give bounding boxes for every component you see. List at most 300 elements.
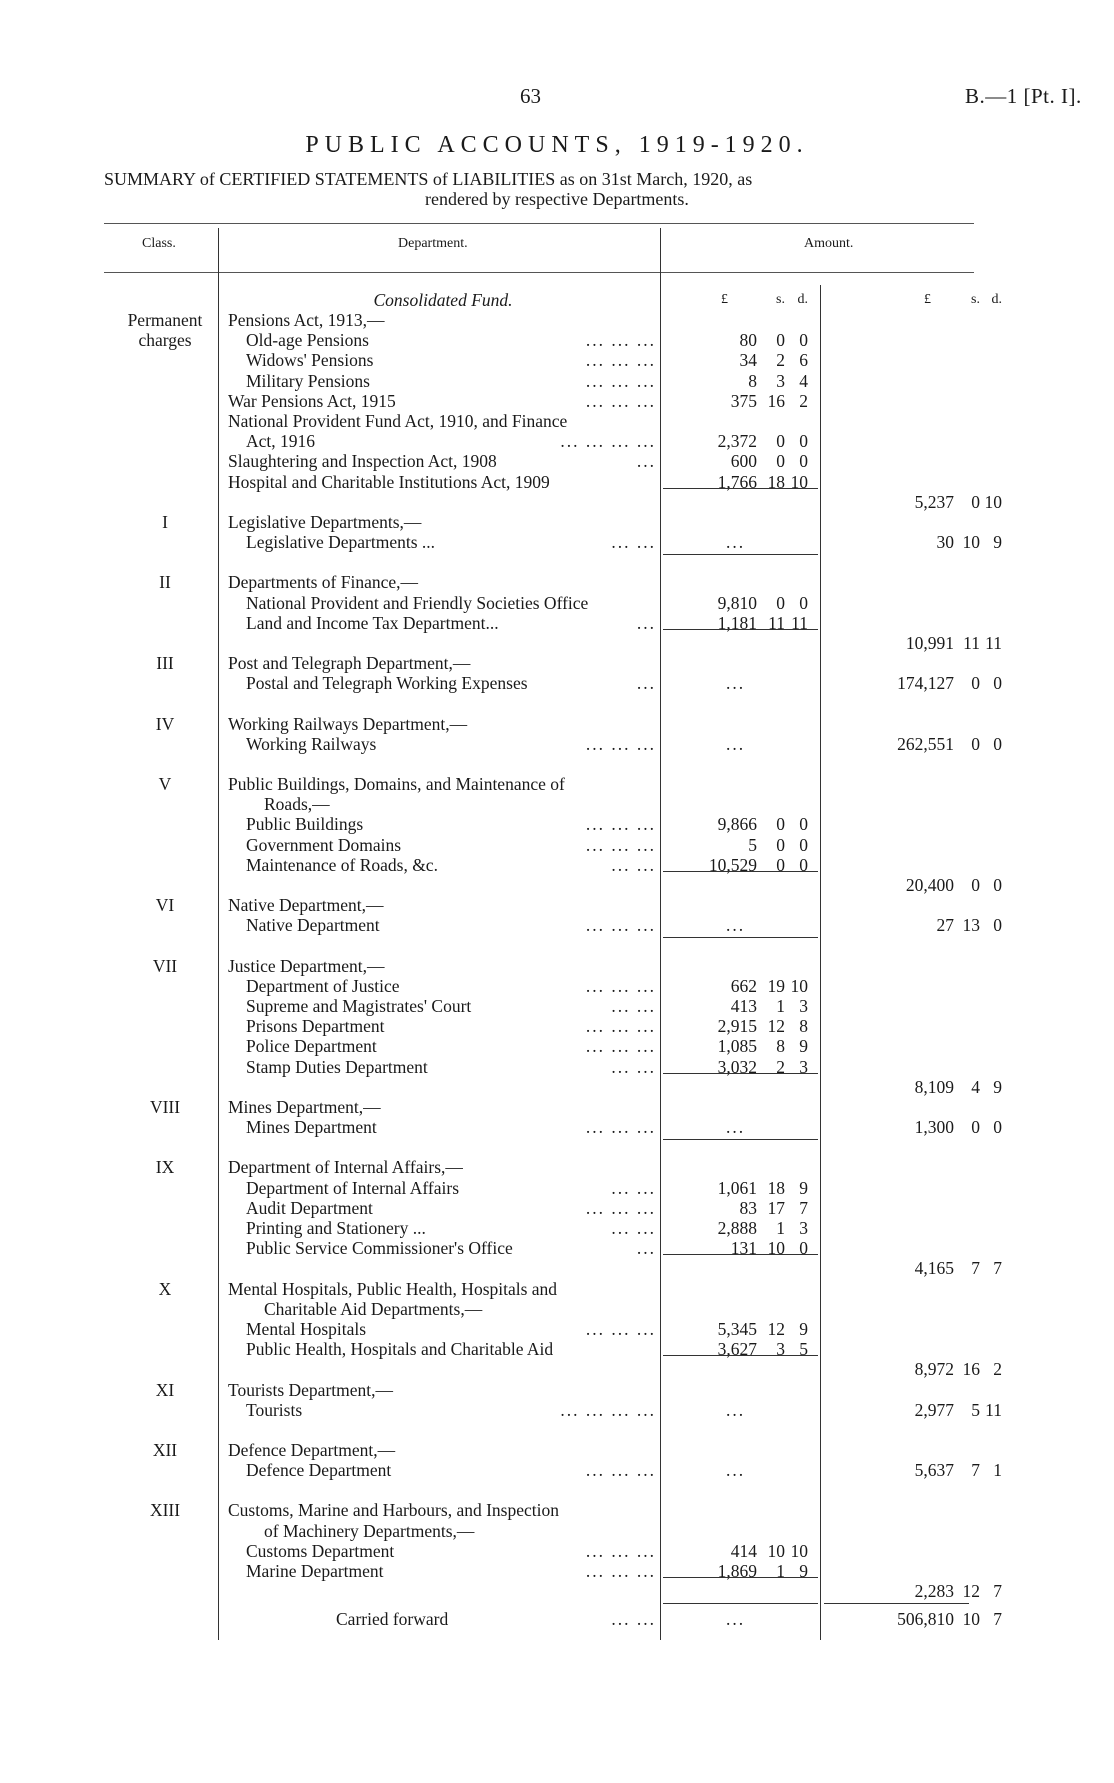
subtotal-rule [663, 1603, 818, 1604]
leader-dots: ... ... [611, 1056, 656, 1077]
table-row [0, 613, 1114, 633]
item-pounds: 1,181 [717, 612, 757, 633]
item-shillings: 12 [767, 1319, 785, 1339]
item-pounds: 1,869 [717, 1561, 757, 1581]
page-number: 63 [520, 84, 541, 108]
item-pence: 9 [799, 1036, 808, 1057]
department-label: Public Health, Hospitals and Charitable Aid [246, 1339, 554, 1360]
item-pence: 0 [799, 1238, 808, 1259]
class-label: VII [152, 955, 178, 976]
class-label: X [158, 1278, 172, 1299]
department-label: Native Department [246, 915, 380, 936]
carried-forward-pence: 7 [993, 1609, 1002, 1630]
leader-dots: ... ... [611, 1218, 656, 1238]
table-row [0, 431, 1114, 451]
carried-forward-label: Carried forward [336, 1609, 449, 1630]
table-row [0, 1359, 1114, 1379]
carried-forward-shillings: 10 [962, 1609, 980, 1630]
empty-amount: ... [726, 1460, 746, 1481]
item-shillings: 16 [767, 390, 785, 411]
item-shillings: 10 [767, 1238, 785, 1259]
total-pounds: 30 [936, 532, 954, 553]
item-pounds: 131 [730, 1238, 757, 1259]
column-header-class: Class. [142, 236, 176, 251]
item-pence: 2 [799, 390, 808, 411]
item-pence: 3 [799, 1056, 808, 1077]
total-pence: 0 [993, 1117, 1002, 1138]
subtotal-rule [663, 1254, 818, 1255]
total-shillings: 11 [963, 633, 980, 653]
leader-dots: ... ... [611, 996, 656, 1016]
leader-dots: ... ... ... [585, 1460, 656, 1481]
department-label: Customs Department [246, 1540, 395, 1561]
item-shillings: 0 [776, 451, 785, 472]
item-pounds: 413 [730, 996, 757, 1016]
class-label: I [162, 512, 168, 532]
item-pounds: 3,627 [717, 1339, 757, 1360]
document-reference: B.—1 [Pt. I]. [965, 84, 1082, 108]
item-pence: 4 [799, 370, 808, 391]
total-pounds: 10,991 [905, 633, 954, 653]
department-label: Tourists Department,— [228, 1379, 393, 1400]
table-row [0, 512, 1114, 532]
leader-dots: ... ... ... [585, 834, 656, 855]
unit-pounds: £ [721, 292, 728, 307]
item-pence: 0 [799, 431, 808, 452]
item-pence: 10 [790, 471, 808, 492]
table-row [0, 855, 1114, 875]
table-row [0, 996, 1114, 1016]
total-shillings: 4 [971, 1076, 980, 1097]
subtitle-line-1: SUMMARY of CERTIFIED STATEMENTS of LIABILITIES as on 31st March, 1920, as [104, 169, 753, 189]
department-label: Slaughtering and Inspection Act, 1908 [228, 451, 497, 472]
total-pounds: 2,283 [914, 1581, 954, 1602]
table-row [0, 411, 1114, 431]
item-pounds: 5 [748, 834, 757, 855]
item-pence: 10 [790, 975, 808, 996]
department-label: Printing and Stationery ... [246, 1218, 426, 1238]
department-label: Military Pensions [246, 370, 370, 391]
item-pence: 3 [799, 1218, 808, 1238]
item-pence: 7 [799, 1197, 808, 1218]
table-row [0, 1521, 1114, 1541]
table-row [0, 976, 1114, 996]
table-row [0, 1218, 1114, 1238]
department-label: Pensions Act, 1913,— [228, 310, 385, 330]
item-pence: 9 [799, 1177, 808, 1198]
item-shillings: 10 [767, 1540, 785, 1561]
item-pence: 0 [799, 451, 808, 472]
department-label: Tourists [246, 1399, 303, 1420]
total-pence: 7 [993, 1581, 1002, 1602]
department-label: Mental Hospitals [246, 1319, 367, 1339]
department-label: Working Railways [246, 733, 377, 754]
total-pence: 7 [993, 1258, 1002, 1279]
subtotal-rule [663, 554, 818, 555]
table-row [0, 1460, 1114, 1480]
department-label: Legislative Departments,— [228, 512, 422, 532]
department-label: Audit Department [246, 1197, 373, 1218]
department-label: Prisons Department [246, 1016, 385, 1037]
department-label: Charitable Aid Departments,— [264, 1298, 483, 1319]
item-shillings: 0 [776, 834, 785, 855]
department-label: Act, 1916 [246, 431, 316, 452]
empty-amount: ... [726, 532, 746, 553]
fund-heading: Consolidated Fund. [373, 290, 513, 310]
total-pence: 1 [993, 1460, 1002, 1481]
total-pounds: 5,637 [914, 1460, 954, 1481]
table-row [0, 1198, 1114, 1218]
table-row [0, 492, 1114, 512]
total-pounds: 20,400 [905, 875, 954, 895]
department-label: Stamp Duties Department [246, 1056, 428, 1077]
leader-dots: ... ... ... [585, 814, 656, 835]
total-shillings: 12 [962, 1581, 980, 1602]
total-pence: 0 [993, 733, 1002, 754]
table-row [0, 895, 1114, 915]
item-pence: 0 [799, 834, 808, 855]
table-row [0, 1057, 1114, 1077]
item-shillings: 18 [767, 1177, 785, 1198]
item-shillings: 3 [776, 370, 785, 391]
leader-dots: ... ... ... [585, 1561, 656, 1581]
table-row [0, 633, 1114, 653]
table-row [0, 1299, 1114, 1319]
item-pounds: 10,529 [708, 854, 757, 875]
department-label: Native Department,— [228, 895, 384, 916]
department-label: Mines Department,— [228, 1097, 381, 1117]
total-shillings: 7 [971, 1460, 980, 1481]
total-pounds: 5,237 [914, 491, 954, 512]
department-label: Defence Department [246, 1460, 392, 1481]
leader-dots: ... ... ... [585, 350, 656, 371]
item-pounds: 9,866 [717, 814, 757, 835]
subtotal-rule [663, 1139, 818, 1140]
leader-dots: ... ... ... [585, 915, 656, 936]
table-row [0, 673, 1114, 693]
class-label: II [159, 572, 171, 593]
table-row [0, 734, 1114, 754]
table-row [0, 350, 1114, 370]
empty-amount: ... [726, 1609, 746, 1630]
table-row [0, 774, 1114, 794]
leader-dots: ... [636, 612, 656, 633]
total-pounds: 4,165 [914, 1258, 954, 1279]
subtotal-rule [663, 937, 818, 938]
class-label: VIII [149, 1097, 181, 1117]
leader-dots: ... ... ... [585, 1540, 656, 1561]
item-pounds: 414 [730, 1540, 757, 1561]
subtitle-line-2: rendered by respective Departments. [425, 189, 689, 209]
department-label: Postal and Telegraph Working Expenses [246, 673, 528, 694]
leader-dots: ... ... [611, 854, 656, 875]
total-pence: 9 [993, 1076, 1002, 1097]
item-pounds: 2,372 [717, 431, 757, 452]
table-row [0, 1319, 1114, 1339]
leader-dots: ... [636, 673, 656, 694]
leader-dots: ... ... ... [585, 330, 656, 351]
item-pounds: 662 [730, 975, 757, 996]
leader-dots: ... ... ... [585, 370, 656, 391]
header-bottom-rule [104, 272, 974, 273]
table-row [0, 1561, 1114, 1581]
table-row [0, 1279, 1114, 1299]
department-label: Marine Department [246, 1561, 384, 1581]
total-shillings: 10 [962, 532, 980, 553]
department-label: Land and Income Tax Department... [246, 612, 499, 633]
department-label: Hospital and Charitable Institutions Act, 1909 [228, 471, 550, 492]
item-shillings: 2 [776, 350, 785, 371]
table-row [0, 1238, 1114, 1258]
subtotal-rule [663, 629, 818, 630]
item-pounds: 3,032 [717, 1056, 757, 1077]
item-pence: 8 [799, 1016, 808, 1037]
item-pence: 0 [799, 854, 808, 875]
total-shillings: 13 [962, 915, 980, 936]
department-label: Maintenance of Roads, &c. [246, 854, 438, 875]
department-label: Public Service Commissioner's Office [246, 1238, 513, 1259]
table-row [0, 1581, 1114, 1601]
item-pence: 11 [791, 612, 808, 633]
empty-amount: ... [726, 733, 746, 754]
department-label: Department of Internal Affairs [246, 1177, 459, 1198]
department-label: Public Buildings [246, 814, 364, 835]
item-shillings: 0 [776, 854, 785, 875]
total-pence: 0 [993, 875, 1002, 895]
leader-dots: ... ... ... [585, 1319, 656, 1339]
leader-dots: ... ... ... [585, 1016, 656, 1037]
table-row [0, 1440, 1114, 1460]
table-row [0, 714, 1114, 734]
leader-dots: ... [636, 1238, 656, 1259]
class-label: IV [155, 713, 175, 734]
item-pounds: 83 [739, 1197, 757, 1218]
item-shillings: 11 [768, 612, 785, 633]
total-pounds: 2,977 [914, 1399, 954, 1420]
total-pounds: 262,551 [897, 733, 954, 754]
item-pounds: 34 [739, 350, 757, 371]
table-row [0, 1339, 1114, 1359]
unit-pounds-total: £ [924, 292, 931, 307]
carried-forward-pounds: 506,810 [897, 1609, 954, 1630]
item-pounds: 600 [730, 451, 757, 472]
total-shillings: 0 [971, 1117, 980, 1138]
class-label: Permanent [127, 310, 203, 330]
department-label: of Machinery Departments,— [264, 1520, 475, 1541]
table-row [0, 310, 1114, 330]
table-row [0, 1541, 1114, 1561]
item-shillings: 3 [776, 1339, 785, 1360]
fund-heading-row [0, 290, 1114, 310]
item-pence: 9 [799, 1561, 808, 1581]
class-label: charges [138, 330, 192, 351]
table-row [0, 1258, 1114, 1278]
table-row [0, 1016, 1114, 1036]
total-pence: 11 [985, 633, 1002, 653]
item-shillings: 1 [776, 1561, 785, 1581]
department-label: Department of Justice [246, 975, 400, 996]
department-label: National Provident and Friendly Societies Office [246, 592, 589, 613]
department-label: Post and Telegraph Department,— [228, 653, 471, 674]
item-shillings: 1 [776, 1218, 785, 1238]
leader-dots: ... ... ... [585, 1197, 656, 1218]
item-shillings: 0 [776, 814, 785, 835]
item-pence: 10 [790, 1540, 808, 1561]
leader-dots: ... ... ... [585, 733, 656, 754]
total-pounds: 8,972 [914, 1359, 954, 1380]
table-row [0, 814, 1114, 834]
department-label: Mines Department [246, 1117, 377, 1138]
table-row [0, 391, 1114, 411]
department-label: Legislative Departments ... [246, 532, 436, 553]
leader-dots: ... ... ... [585, 390, 656, 411]
item-shillings: 12 [767, 1016, 785, 1037]
carried-forward-row [0, 1609, 1114, 1629]
total-pounds: 1,300 [914, 1117, 954, 1138]
class-label: XIII [149, 1500, 181, 1521]
department-label: War Pensions Act, 1915 [228, 390, 396, 411]
table-row [0, 1117, 1114, 1137]
total-shillings: 0 [971, 491, 980, 512]
empty-amount: ... [726, 673, 746, 694]
table-row [0, 572, 1114, 592]
item-pence: 6 [799, 350, 808, 371]
total-pounds: 174,127 [897, 673, 954, 694]
item-shillings: 18 [767, 471, 785, 492]
header-top-rule [104, 223, 974, 224]
item-pounds: 2,915 [717, 1016, 757, 1037]
column-header-amount: Amount. [804, 236, 854, 251]
total-shillings: 0 [971, 673, 980, 694]
unit-pence: d. [797, 292, 808, 307]
department-label: Department of Internal Affairs,— [228, 1157, 463, 1178]
table-row [0, 1380, 1114, 1400]
class-label: XI [155, 1379, 175, 1400]
item-pounds: 1,766 [717, 471, 757, 492]
item-shillings: 0 [776, 592, 785, 613]
page-title: PUBLIC ACCOUNTS, 1919-1920. [305, 132, 809, 158]
total-shillings: 7 [971, 1258, 980, 1279]
leader-dots: ... ... [611, 532, 656, 553]
department-label: Working Railways Department,— [228, 713, 468, 734]
leader-dots: ... ... [611, 1609, 656, 1630]
item-shillings: 8 [776, 1036, 785, 1057]
total-rule [824, 1603, 969, 1604]
item-pounds: 80 [739, 330, 757, 351]
department-label: Police Department [246, 1036, 377, 1057]
table-row [0, 653, 1114, 673]
table-row [0, 1178, 1114, 1198]
department-label: Roads,— [264, 794, 330, 815]
department-label: Defence Department,— [228, 1440, 396, 1460]
unit-pence-total: d. [991, 292, 1002, 307]
department-label: Old-age Pensions [246, 330, 369, 351]
item-shillings: 17 [767, 1197, 785, 1218]
subtotal-rule [663, 488, 818, 489]
empty-amount: ... [726, 1117, 746, 1138]
unit-shillings-total: s. [971, 292, 980, 307]
class-label: XII [152, 1440, 178, 1460]
item-shillings: 2 [776, 1056, 785, 1077]
class-label: III [156, 653, 174, 674]
leader-dots: ... ... ... ... [560, 1399, 656, 1420]
column-header-department: Department. [398, 236, 468, 251]
total-pounds: 27 [936, 915, 954, 936]
table-row [0, 956, 1114, 976]
class-label: V [158, 774, 172, 794]
total-shillings: 0 [971, 733, 980, 754]
total-pounds: 8,109 [914, 1076, 954, 1097]
item-shillings: 0 [776, 431, 785, 452]
item-pence: 9 [799, 1319, 808, 1339]
class-label: IX [155, 1157, 175, 1178]
item-pounds: 5,345 [717, 1319, 757, 1339]
table-row [0, 1157, 1114, 1177]
table-row [0, 1077, 1114, 1097]
department-label: Mental Hospitals, Public Health, Hospitals and [228, 1278, 558, 1299]
total-shillings: 16 [962, 1359, 980, 1380]
item-shillings: 19 [767, 975, 785, 996]
table-row [0, 1400, 1114, 1420]
item-pence: 0 [799, 592, 808, 613]
subtotal-rule [663, 1355, 818, 1356]
item-pounds: 2,888 [717, 1218, 757, 1238]
department-label: Government Domains [246, 834, 402, 855]
unit-shillings: s. [776, 292, 785, 307]
leader-dots: ... ... ... ... [560, 431, 656, 452]
item-shillings: 0 [776, 330, 785, 351]
table-row [0, 835, 1114, 855]
table-row [0, 532, 1114, 552]
empty-amount: ... [726, 915, 746, 936]
total-pence: 0 [993, 673, 1002, 694]
item-pounds: 8 [748, 370, 757, 391]
total-pence: 2 [993, 1359, 1002, 1380]
table-row [0, 593, 1114, 613]
leader-dots: ... ... ... [585, 1117, 656, 1138]
department-label: National Provident Fund Act, 1910, and Finance [228, 411, 568, 431]
department-label: Justice Department,— [228, 955, 385, 976]
leader-dots: ... [636, 451, 656, 472]
total-pence: 10 [984, 491, 1002, 512]
class-label: VI [155, 895, 175, 916]
item-shillings: 1 [776, 996, 785, 1016]
table-row [0, 875, 1114, 895]
department-label: Customs, Marine and Harbours, and Inspection [228, 1500, 559, 1521]
department-label: Widows' Pensions [246, 350, 374, 371]
item-pence: 3 [799, 996, 808, 1016]
item-pounds: 1,085 [717, 1036, 757, 1057]
subtotal-rule [663, 871, 818, 872]
item-pence: 0 [799, 814, 808, 835]
total-pence: 11 [985, 1399, 1002, 1420]
department-label: Public Buildings, Domains, and Maintenance of [228, 774, 565, 794]
table-row [0, 1097, 1114, 1117]
total-pence: 0 [993, 915, 1002, 936]
total-shillings: 5 [971, 1399, 980, 1420]
item-pounds: 1,061 [717, 1177, 757, 1198]
table-row [0, 915, 1114, 935]
subtotal-rule [663, 1073, 818, 1074]
table-row [0, 472, 1114, 492]
item-pence: 0 [799, 330, 808, 351]
table-row [0, 1036, 1114, 1056]
table-row [0, 330, 1114, 350]
leader-dots: ... ... [611, 1177, 656, 1198]
table-row [0, 794, 1114, 814]
total-pence: 9 [993, 532, 1002, 553]
item-pence: 5 [799, 1339, 808, 1360]
